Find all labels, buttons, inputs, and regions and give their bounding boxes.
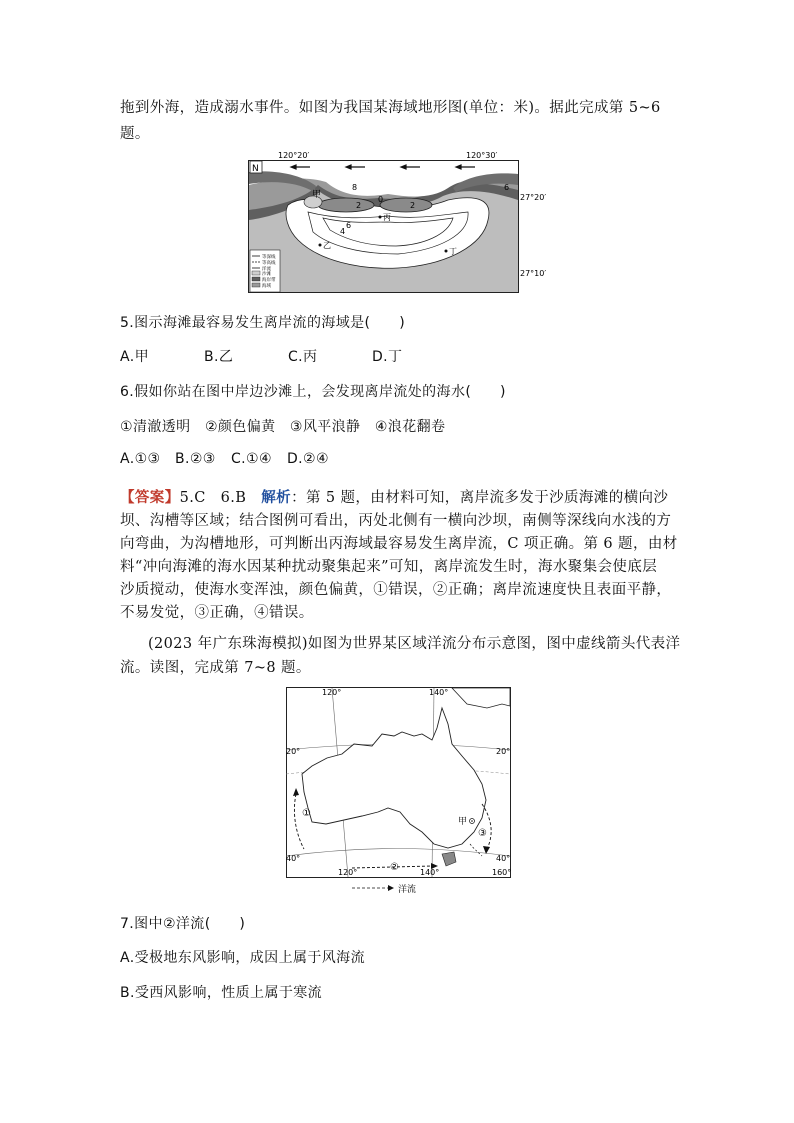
q5-option-b: B.乙 [204,349,234,365]
q6-stem: 6.假如你站在图中岸边沙滩上，会发现离岸流处的海水( ) [120,384,506,400]
q6-option-a: A.①③ [120,451,161,467]
contour-label: 2 [356,201,362,210]
answer-line-1 [120,486,668,507]
current-3-label: ③ [478,828,487,839]
analysis-line: 沙质搅动，使海水变浑浊，颜色偏黄，①错误，②正确；离岸流速度快且表面平静， [120,582,672,598]
intro2-line-1: (2023 年广东珠海模拟)如图为世界某区域洋流分布示意图，图中虚线箭头代表洋 [148,636,681,652]
contour-label: 6 [504,183,510,192]
analysis-text: ：第 5 题，由材料可知，离岸流多发于沙质海滩的横向沙 [291,490,669,506]
map-legend [250,250,280,292]
svg-text:洋流: 洋流 [262,267,271,272]
q7-option-a: A.受极地东风影响，成因上属于风海流 [120,950,365,966]
ocean-current-map [282,684,514,896]
svg-text:沙滩: 沙滩 [262,272,271,277]
current-2-label: ② [390,862,399,873]
q5-option-a: A.甲 [120,349,149,365]
contour-label: 0 [378,195,384,204]
answer-values: 5.C 6.B [179,490,247,506]
q7-option-b: B.受西风影响，性质上属于寒流 [120,985,323,1001]
lat-label: 40° [496,854,511,863]
analysis-label: 解析 [261,489,292,506]
svg-text:海域: 海域 [262,284,271,289]
sea-terrain-map [248,150,548,295]
contour-label: 8 [352,183,358,192]
svg-text:等高线: 等高线 [262,261,276,266]
lon-right-label: 120°30′ [466,151,498,160]
q6-option-d: D.②④ [287,451,329,467]
lon-label: 140° [420,868,440,877]
analysis-line: 向弯曲，为沟槽地形，可判断出丙海域最容易发生离岸流，C 项正确。第 6 题，由材 [120,536,678,552]
analysis-line: 坝、沟槽等区域；结合图例可看出，丙处北侧有一横向沙坝，南侧等深线向水浅的方 [120,513,672,529]
lat-top-label: 27°20′ [520,193,547,202]
q6-items: ①清澈透明 ②颜色偏黄 ③风平浪静 ④浪花翻卷 [120,419,446,435]
lon-label: 140° [429,688,449,697]
analysis-line: 不易发觉，③正确，④错误。 [120,605,314,621]
lat-label: 20° [286,747,301,756]
north-label: N [252,164,259,174]
lat-bottom-label: 27°10′ [520,269,547,278]
legend-current: 洋流 [398,885,417,895]
q5-option-d: D.丁 [372,349,403,365]
place-ding: 丁 [449,247,457,256]
lon-label: 160° [492,868,512,877]
q7-stem: 7.图中②洋流( ) [120,916,246,932]
intro-line-2: 题。 [120,126,150,142]
lon-left-label: 120°20′ [278,151,310,160]
analysis-line: 料“冲向海滩的海水因某种扰动聚集起来”可知，离岸流发生时，海水聚集会使底层 [120,559,658,575]
place-bing: 丙 [383,213,391,222]
contour-label: 6 [346,221,352,230]
q6-option-c: C.①④ [231,451,272,467]
q5-option-c: C.丙 [288,349,318,365]
svg-text:海岸带: 海岸带 [262,278,276,283]
intro2-line-2: 流。读图，完成第 7~8 题。 [120,660,311,676]
svg-text:等深线: 等深线 [262,255,276,260]
place-jia-label: 甲 [458,817,468,827]
lon-label: 120° [338,868,358,877]
lat-label: 40° [286,854,301,863]
q6-option-b: B.②③ [175,451,216,467]
contour-label: 4 [340,227,346,236]
intro-line-1: 拖到外海，造成溺水事件。如图为我国某海域地形图(单位：米)。据此完成第 5~6 [120,100,661,116]
contour-label: 2 [410,201,416,210]
place-jia: 甲 [312,190,322,200]
current-1-label: ① [302,808,311,819]
place-yi: 乙 [323,241,331,250]
q5-stem: 5.图示海滩最容易发生离岸流的海域是( ) [120,315,406,331]
lon-label: 120° [322,688,342,697]
lat-label: 20° [496,747,511,756]
answer-tag: 【答案】 [120,489,180,506]
